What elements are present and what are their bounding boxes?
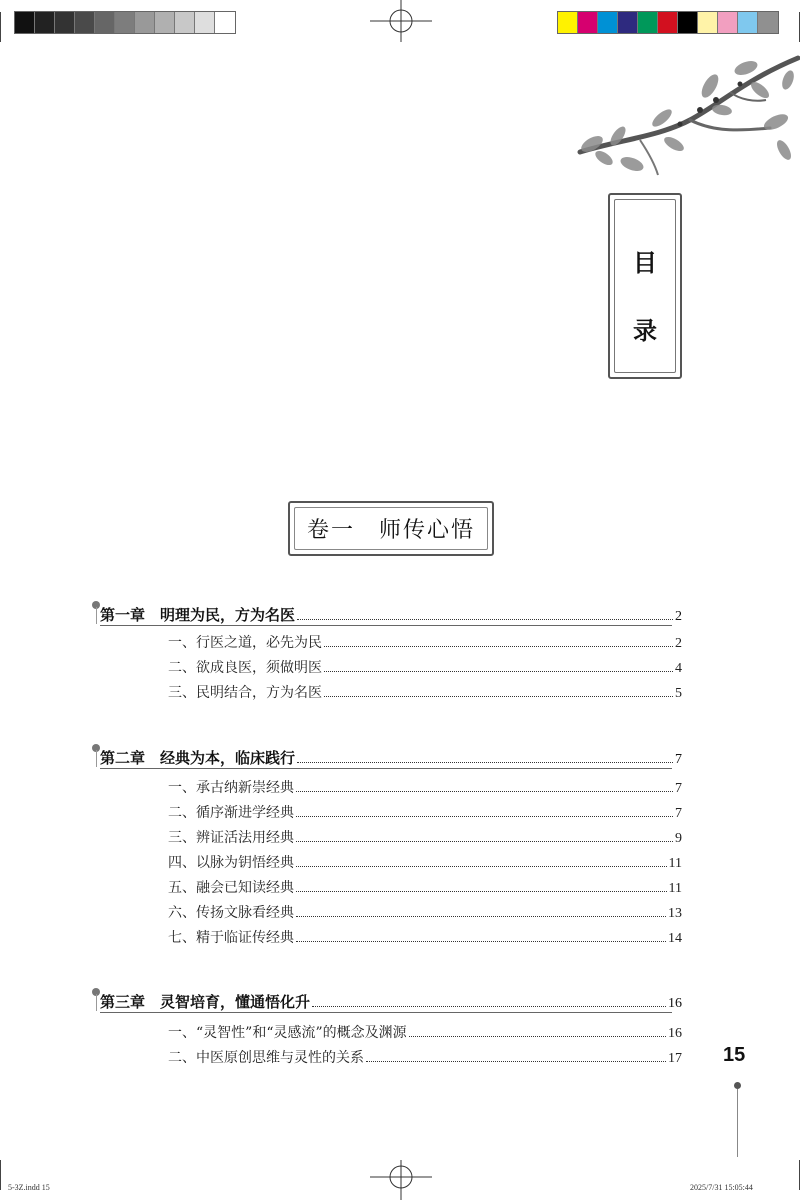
color-swatch: [95, 12, 115, 33]
contents-heading-char-1: 目: [633, 248, 657, 277]
plum-branch-illustration: [570, 40, 800, 180]
color-swatch: [155, 12, 175, 33]
chapter-entry[interactable]: [100, 744, 682, 768]
section-title: 二、欲成良医，须做明医: [168, 660, 322, 676]
dot-leader: [324, 645, 673, 647]
dot-leader: [366, 1060, 666, 1062]
color-swatch: [658, 12, 678, 33]
section-page: 11: [668, 881, 682, 896]
dot-leader: [324, 695, 673, 697]
chapter-underline: [100, 768, 672, 769]
chapter-underline: [100, 1012, 672, 1013]
color-swatch: [718, 12, 738, 33]
color-swatch: [115, 12, 135, 33]
color-swatch: [215, 12, 235, 33]
section-title: 一、“灵智性”和“灵感流”的概念及渊源: [168, 1025, 407, 1041]
color-swatch: [678, 12, 698, 33]
color-swatch: [758, 12, 778, 33]
page-number-line: [737, 1089, 738, 1157]
dot-leader: [296, 915, 666, 917]
dot-leader: [409, 1035, 666, 1037]
section-page: 7: [675, 781, 682, 796]
color-swatch: [195, 12, 215, 33]
section-title: 三、民明结合，方为名医: [168, 685, 322, 701]
dot-leader: [312, 1005, 666, 1007]
section-title: 三、辨证活法用经典: [168, 830, 294, 846]
section-entry[interactable]: [168, 632, 682, 652]
registration-mark-top: [370, 0, 432, 42]
section-entry[interactable]: [168, 877, 682, 897]
section-entry[interactable]: [168, 657, 682, 677]
chapter-page: 16: [668, 996, 682, 1011]
chapter-marker-bar: [96, 750, 97, 767]
color-swatch: [75, 12, 95, 33]
section-entry[interactable]: [168, 852, 682, 872]
dot-leader: [296, 890, 667, 892]
section-title: 四、以脉为钥悟经典: [168, 855, 294, 871]
section-page: 17: [668, 1051, 682, 1066]
contents-heading-frame: [608, 193, 682, 379]
chapter-page: 2: [675, 609, 682, 624]
section-title: 二、循序渐进学经典: [168, 805, 294, 821]
grayscale-color-bar: [14, 11, 236, 34]
volume-title: 卷一 师传心悟: [306, 518, 475, 543]
section-entry[interactable]: [168, 777, 682, 797]
color-swatch: [698, 12, 718, 33]
color-swatch: [558, 12, 578, 33]
section-title: 五、融会已知读经典: [168, 880, 294, 896]
color-swatch: [638, 12, 658, 33]
chapter-underline: [100, 625, 672, 626]
section-page: 13: [668, 906, 682, 921]
chapter-page: 7: [675, 752, 682, 767]
color-swatch: [15, 12, 35, 33]
volume-banner: [288, 501, 494, 556]
chapter-entry[interactable]: [100, 988, 682, 1012]
contents-heading-char-2: 录: [633, 316, 657, 345]
section-entry[interactable]: [168, 827, 682, 847]
chapter-title: 第二章 经典为本，临床践行: [100, 749, 296, 767]
color-swatch: [598, 12, 618, 33]
section-title: 六、传扬文脉看经典: [168, 905, 294, 921]
footer-timestamp: 2025/7/31 15:05:44: [690, 1183, 753, 1192]
color-swatch: [578, 12, 598, 33]
section-page: 9: [675, 831, 682, 846]
section-page: 7: [675, 806, 682, 821]
color-swatch: [55, 12, 75, 33]
section-title: 一、承古纳新崇经典: [168, 780, 294, 796]
section-entry[interactable]: [168, 802, 682, 822]
chapter-title: 第一章 明理为民，方为名医: [100, 606, 296, 624]
section-page: 5: [675, 686, 682, 701]
color-swatch: [175, 12, 195, 33]
section-entry[interactable]: [168, 1047, 682, 1067]
dot-leader: [296, 815, 673, 817]
crop-mark-top-left: [0, 12, 1, 42]
color-swatch: [135, 12, 155, 33]
section-page: 16: [668, 1026, 682, 1041]
section-entry[interactable]: [168, 682, 682, 702]
page-number: 15: [723, 1044, 746, 1066]
dot-leader: [296, 840, 673, 842]
registration-mark-bottom: [370, 1160, 432, 1200]
section-page: 14: [668, 931, 682, 946]
color-swatch: [618, 12, 638, 33]
chapter-marker-bar: [96, 994, 97, 1011]
chapter-entry[interactable]: [100, 601, 682, 625]
chapter-marker-bar: [96, 607, 97, 624]
dot-leader: [297, 618, 673, 620]
dot-leader: [296, 790, 673, 792]
color-swatch: [738, 12, 758, 33]
chapter-title: 第三章 灵智培育，懂通悟化升: [100, 993, 311, 1011]
section-entry[interactable]: [168, 1022, 682, 1042]
dot-leader: [296, 940, 666, 942]
page-number-dot: [734, 1082, 741, 1089]
process-color-bar: [557, 11, 779, 34]
section-page: 2: [675, 636, 682, 651]
section-entry[interactable]: [168, 902, 682, 922]
footer-file-label: 5-3Z.indd 15: [8, 1183, 50, 1192]
section-title: 二、中医原创思维与灵性的关系: [168, 1050, 364, 1066]
section-title: 一、行医之道，必先为民: [168, 635, 322, 651]
section-entry[interactable]: [168, 927, 682, 947]
section-page: 4: [675, 661, 682, 676]
color-swatch: [35, 12, 55, 33]
crop-mark-bottom-left: [0, 1160, 1, 1190]
dot-leader: [296, 865, 667, 867]
dot-leader: [297, 761, 673, 763]
section-title: 七、精于临证传经典: [168, 930, 294, 946]
section-page: 11: [668, 856, 682, 871]
dot-leader: [324, 670, 673, 672]
